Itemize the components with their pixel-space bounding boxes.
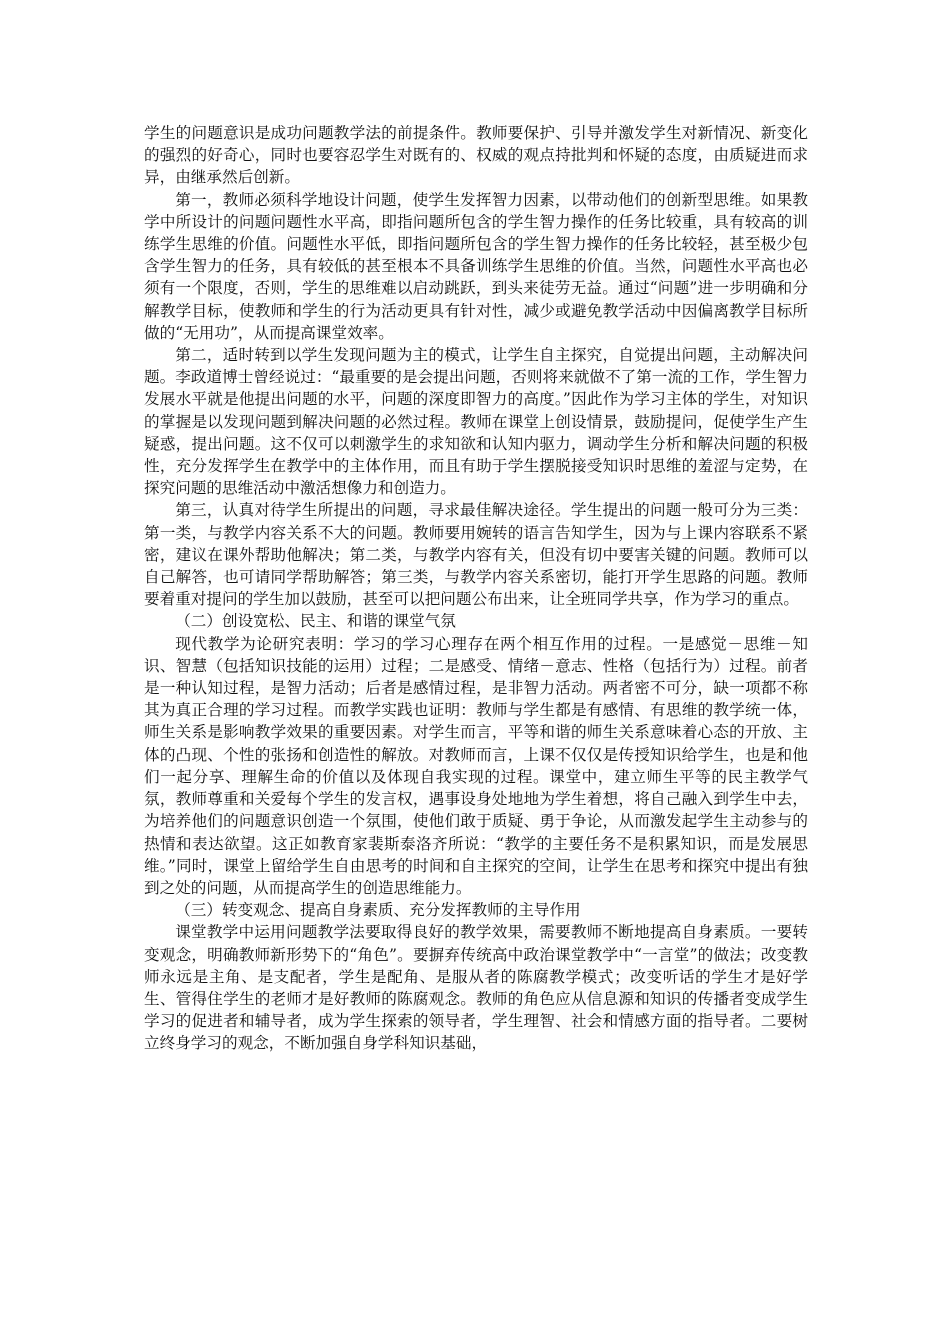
paragraph-first-point: 第一，教师必须科学地设计问题，使学生发挥智力因素，以带动他们的创新型思维。如果教学中所设计的问题问题性水平高，即指问题所包含的学生智力操作的任务比较重，具有较高的训练学生思维的价值。问题性水平低，即指问题所包含的学生智力操作的任务比较轻，甚至极少包含学生智力的任务，具有较低的甚至根本不具备训练学生思维的价值。当然，问题性水平高也必须有一个限度，否则，学生的思维难以启动跳跃，到头来徒劳无益。通过“问题”进一步明确和分解教学目标，使教师和学生的行为活动更具有针对性，减少或避免教学活动中因偏离教学目标所做的“无用功”，从而提高课堂效率。: [144, 190, 808, 342]
document-body: [144, 122, 808, 1055]
paragraph-teacher-role: 课堂教学中运用问题教学法要取得良好的教学效果，需要教师不断地提高自身素质。一要转变观念，明确教师新形势下的“角色”。要摒弃传统高中政治课堂教学中“一言堂”的做法；改变教师永远是主角、是支配者，学生是配角、是服从者的陈腐教学模式；改变听话的学生才是好学生、管得住学生的老师才是好教师的陈腐观念。教师的角色应从信息源和知识的传播者变成学生学习的促进者和辅导者，成为学生探索的领导者，学生理智、社会和情感方面的指导者。二要树立终身学习的观念，不断加强自身学科知识基础，: [144, 923, 808, 1053]
section-heading-3: （三）转变观念、提高自身素质、充分发挥教师的主导作用: [175, 901, 581, 920]
paragraph-third-point: 第三，认真对待学生所提出的问题，寻求最佳解决途径。学生提出的问题一般可分为三类：第一类，与教学内容关系不大的问题。教师要用婉转的语言告知学生，因为与上课内容联系不紧密，建议在课外帮助他解决；第二类，与教学内容有关，但没有切中要害关键的问题。教师可以自己解答，也可请同学帮助解答；第三类，与教学内容关系密切，能打开学生思路的问题。教师要着重对提问的学生加以鼓励，甚至可以把问题公布出来，让全班同学共享，作为学习的重点。: [144, 501, 808, 609]
section-heading-2: （二）创设宽松、民主、和谐的课堂气氛: [175, 612, 456, 631]
paragraph-intro: 学生的问题意识是成功问题教学法的前提条件。教师要保护、引导并激发学生对新情况、新变化的强烈的好奇心，同时也要容忍学生对既有的、权威的观点持批判和怀疑的态度，由质疑进而求异，由继承然后创新。: [144, 124, 808, 187]
paragraph-classroom-atmosphere: 现代教学为论研究表明：学习的学习心理存在两个相互作用的过程。一是感觉－思维－知识、智慧（包括知识技能的运用）过程；二是感受、情绪－意志、性格（包括行为）过程。前者是一种认知过程，是智力活动；后者是感情过程，是非智力活动。两者密不可分，缺一项都不称其为真正合理的学习过程。而教学实践也证明：教师与学生都是有感情、有思维的教学统一体，师生关系是影响教学效果的重要因素。对学生而言，平等和谐的师生关系意味着心态的开放、主体的凸现、个性的张扬和创造性的解放。对教师而言，上课不仅仅是传授知识给学生，也是和他们一起分享、理解生命的价值以及体现自我实现的过程。课堂中，建立师生平等的民主教学气氛，教师尊重和关爱每个学生的发言权，遇事设身处地地为学生着想，将自己融入到学生中去，为培养他们的问题意识创造一个氛围，使他们敢于质疑、勇于争论，从而激发起学生主动参与的热情和表达欲望。这正如教育家裴斯泰洛齐所说：“教学的主要任务不是积累知识，而是发展思维。”同时，课堂上留给学生自由思考的时间和自主探究的空间，让学生在思考和探究中提出有独到之处的问题，从而提高学生的创造思维能力。: [144, 634, 808, 897]
paragraph-second-point: 第二，适时转到以学生发现问题为主的模式，让学生自主探究，自觉提出问题，主动解决问题。李政道博士曾经说过：“最重要的是会提出问题，否则将来就做不了第一流的工作，学生智力发展水平就是他提出问题的水平，问题的深度即智力的高度。”因此作为学习主体的学生，对知识的掌握是以发现问题到解决问题的必然过程。教师在课堂上创设情景，鼓励提问，促使学生产生疑惑，提出问题。这不仅可以刺激学生的求知欲和认知内驱力，调动学生分析和解决问题的积极性，充分发挥学生在教学中的主体作用，而且有助于学生摆脱接受知识时思维的羞涩与定势，在探究问题的思维活动中激活想像力和创造力。: [144, 346, 808, 498]
